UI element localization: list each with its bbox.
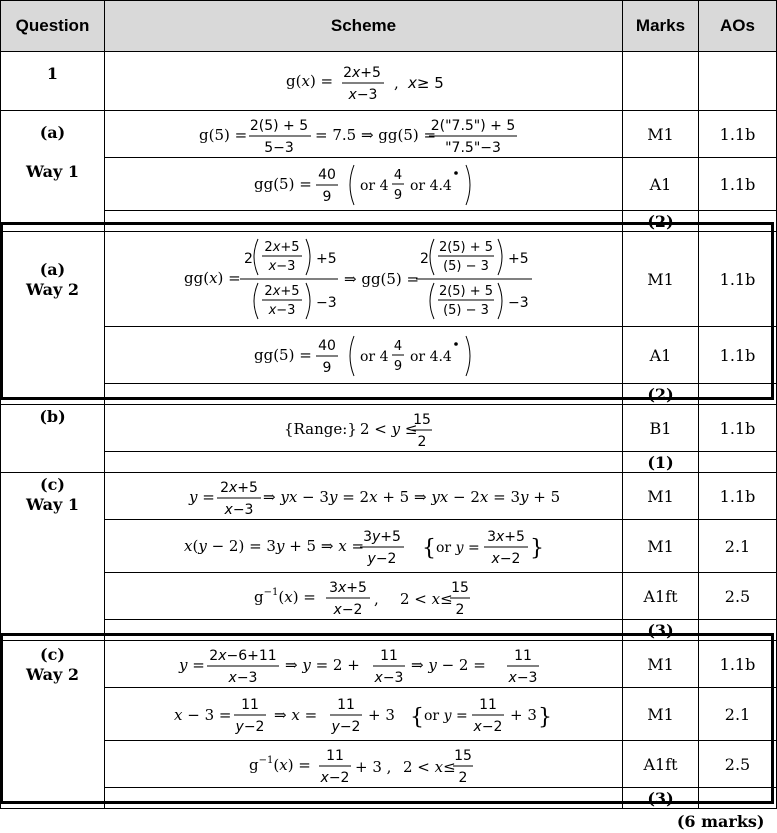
svg-text:gg(5) =: gg(5) = <box>254 175 312 193</box>
subtotal: (3) <box>623 620 699 641</box>
ao-cell: 1.1b <box>699 327 777 384</box>
ao-cell: 2.5 <box>699 741 777 788</box>
part-a-way1-label: (a) Way 1 <box>1 111 105 232</box>
svg-text:}: } <box>538 705 552 730</box>
table-row <box>1 573 777 620</box>
math-g-definition <box>244 59 484 103</box>
header-marks: Marks <box>623 1 699 52</box>
svg-text:x−2: x−2 <box>332 602 362 618</box>
table-row <box>1 327 777 384</box>
mark-cell: M1 <box>623 688 699 741</box>
scheme-b-line1 <box>105 405 623 452</box>
svg-text:9: 9 <box>322 189 331 205</box>
svg-text:2(5) + 5: 2(5) + 5 <box>249 118 307 134</box>
svg-text:2 < x≤: 2 < x≤ <box>403 758 456 776</box>
svg-text:y =: y = <box>178 656 205 674</box>
subtotal: (2) <box>623 211 699 232</box>
mark-cell: M1 <box>623 520 699 573</box>
svg-text:+ 3 ,: + 3 , <box>355 758 391 776</box>
ao-cell: 2.1 <box>699 688 777 741</box>
mark-cell: M1 <box>623 641 699 688</box>
svg-text:9: 9 <box>393 188 401 203</box>
svg-text:or 4.4: or 4.4 <box>410 178 452 194</box>
svg-text:40: 40 <box>318 338 336 354</box>
part-c-way1-label: (c) Way 1 <box>1 473 105 641</box>
svg-text:3x+5: 3x+5 <box>329 580 367 596</box>
table-row <box>1 405 777 452</box>
header-aos: AOs <box>699 1 777 52</box>
svg-text:2x+5: 2x+5 <box>220 480 258 496</box>
scheme-a1-line1 <box>105 111 623 158</box>
table-row <box>1 641 777 688</box>
svg-text:y =: y = <box>188 488 215 506</box>
mark-cell: A1 <box>623 327 699 384</box>
svg-text:y−2: y−2 <box>234 719 264 735</box>
svg-text:40: 40 <box>318 167 336 183</box>
math-c2-line1 <box>179 642 549 686</box>
svg-text:9: 9 <box>393 359 401 374</box>
part-b-label: (b) <box>1 405 105 473</box>
table-row <box>1 232 777 327</box>
math-a2-line1 <box>184 233 544 325</box>
svg-text:2 < y ≤: 2 < y ≤ <box>360 420 417 438</box>
svg-text:2: 2 <box>455 602 464 618</box>
svg-text:⇒ yx − 3y = 2x + 5 ⇒ yx − 2x =: ⇒ yx − 3y = 2x + 5 ⇒ yx − 2x = 3y + 5 <box>263 488 560 506</box>
table-row <box>1 52 777 111</box>
svg-text:,: , <box>394 74 399 92</box>
question-number: 1 <box>1 52 105 111</box>
svg-text:y−2: y−2 <box>366 551 396 567</box>
svg-text:⇒ y = 2 +: ⇒ y = 2 + <box>285 656 360 674</box>
table-row <box>1 473 777 520</box>
svg-text:g(5) =: g(5) = <box>199 126 247 144</box>
table-row <box>1 688 777 741</box>
math-c2-line2 <box>174 690 554 738</box>
mark-cell: M1 <box>623 232 699 327</box>
scheme-a1-line2 <box>105 158 623 211</box>
scheme-c1-line1 <box>105 473 623 520</box>
svg-text:x−2: x−2 <box>490 551 520 567</box>
svg-text:11: 11 <box>241 697 259 713</box>
svg-text:x − 3 =: x − 3 = <box>174 706 231 724</box>
svg-text:11: 11 <box>337 697 355 713</box>
ao-cell: 1.1b <box>699 405 777 452</box>
svg-text:2(5) + 5: 2(5) + 5 <box>438 240 492 255</box>
svg-text:2: 2 <box>458 770 467 786</box>
svg-text:x−3: x−3 <box>267 259 295 274</box>
scheme-g-definition <box>105 52 623 111</box>
math-a1-line1 <box>199 112 529 156</box>
svg-text:+5: +5 <box>508 251 529 267</box>
ao-cell: 1.1b <box>699 158 777 211</box>
math-b-line1 <box>284 406 444 450</box>
table-row <box>1 620 777 641</box>
svg-text:−3: −3 <box>316 295 337 311</box>
svg-text:11: 11 <box>514 648 532 664</box>
svg-text:3x+5: 3x+5 <box>487 529 525 545</box>
math-a1-line2 <box>254 159 474 209</box>
ao-cell: 1.1b <box>699 641 777 688</box>
table-row <box>1 211 777 232</box>
svg-text:11: 11 <box>479 697 497 713</box>
svg-text:x−2: x−2 <box>472 719 502 735</box>
ao-cell: 1.1b <box>699 232 777 327</box>
mark-cell: A1ft <box>623 573 699 620</box>
svg-text:x−3: x−3 <box>507 670 537 686</box>
svg-text:or 4: or 4 <box>360 349 389 365</box>
svg-text:}: } <box>530 536 544 561</box>
math-c1-line2 <box>184 522 544 570</box>
svg-text:+ 3: + 3 <box>510 706 537 724</box>
svg-text:⇒ gg(5) =: ⇒ gg(5) = <box>344 270 419 288</box>
svg-text:gg(5) =: gg(5) = <box>254 346 312 364</box>
svg-text:2: 2 <box>244 251 253 267</box>
svg-text:3y+5: 3y+5 <box>363 529 401 545</box>
svg-text:{: { <box>410 705 424 730</box>
mark-cell: B1 <box>623 405 699 452</box>
mark-cell: M1 <box>623 111 699 158</box>
table-row <box>1 111 777 158</box>
svg-text:+ 3: + 3 <box>368 706 395 724</box>
svg-text:g(x) =: g(x) = <box>286 72 333 90</box>
table-row <box>1 452 777 473</box>
svg-text:,: , <box>374 590 379 608</box>
svg-text:x≥ 5: x≥ 5 <box>407 74 444 92</box>
svg-text:15: 15 <box>413 412 431 428</box>
total-marks: (6 marks) <box>1 809 777 833</box>
subtotal: (2) <box>623 384 699 405</box>
scheme-c2-line2 <box>105 688 623 741</box>
svg-text:+5: +5 <box>316 251 337 267</box>
svg-text:⇒ y − 2 =: ⇒ y − 2 = <box>411 656 486 674</box>
svg-text:2: 2 <box>417 434 426 450</box>
header-row <box>1 1 777 52</box>
svg-text:x−2: x−2 <box>319 770 349 786</box>
table-row <box>1 520 777 573</box>
subtotal: (3) <box>623 788 699 809</box>
svg-text:−3: −3 <box>508 295 529 311</box>
svg-text:y−2: y−2 <box>330 719 360 735</box>
svg-text:4: 4 <box>393 168 401 183</box>
table-row <box>1 158 777 211</box>
scheme-c2-line3 <box>105 741 623 788</box>
svg-text:⇒ x =: ⇒ x = <box>274 706 317 724</box>
svg-text:x−3: x−3 <box>347 87 377 103</box>
scheme-a2-line2 <box>105 327 623 384</box>
table-row <box>1 384 777 405</box>
svg-text:11: 11 <box>380 648 398 664</box>
part-a-way2-label: (a) Way 2 <box>1 232 105 405</box>
svg-text:2x−6+11: 2x−6+11 <box>209 648 276 664</box>
subtotal: (1) <box>623 452 699 473</box>
math-c1-line3 <box>254 574 474 618</box>
svg-text:4: 4 <box>393 339 401 354</box>
svg-text:2x+5: 2x+5 <box>264 284 299 299</box>
svg-text:2x+5: 2x+5 <box>264 240 299 255</box>
svg-text:2("7.5") + 5: 2("7.5") + 5 <box>430 118 515 134</box>
scheme-a2-line1 <box>105 232 623 327</box>
svg-text:{: { <box>422 536 436 561</box>
ao-cell: 1.1b <box>699 473 777 520</box>
svg-text:x−3: x−3 <box>267 303 295 318</box>
header-question: Question <box>1 1 105 52</box>
ao-cell: 1.1b <box>699 111 777 158</box>
table-row <box>1 788 777 809</box>
svg-text:(5) − 3: (5) − 3 <box>443 303 489 318</box>
svg-text:or 4.4: or 4.4 <box>410 349 452 365</box>
scheme-c1-line2 <box>105 520 623 573</box>
ao-cell: 2.5 <box>699 573 777 620</box>
svg-text:gg(x) =: gg(x) = <box>184 269 241 287</box>
svg-text:g−1(x) =: $g^{-1}(x)$ = <box>254 587 316 606</box>
svg-text:or y =: or y = <box>436 540 480 556</box>
svg-text:or y =: or y = <box>424 708 468 724</box>
svg-text:2x+5: 2x+5 <box>343 65 381 81</box>
math-a2-line2 <box>254 330 474 380</box>
svg-text:15: 15 <box>451 580 469 596</box>
svg-text:x−3: x−3 <box>373 670 403 686</box>
svg-text:(5) − 3: (5) − 3 <box>443 259 489 274</box>
ao-cell: 2.1 <box>699 520 777 573</box>
svg-text:2(5) + 5: 2(5) + 5 <box>438 284 492 299</box>
svg-text:x(y − 2) = 3y + 5 ⇒ x =: x(y − 2) = 3y + 5 ⇒ x = <box>184 537 364 555</box>
scheme-c1-line3 <box>105 573 623 620</box>
svg-text:{Range:}: {Range:} <box>284 420 357 438</box>
mark-cell: M1 <box>623 473 699 520</box>
svg-text:x−3: x−3 <box>227 670 257 686</box>
svg-text:2 < x≤: 2 < x≤ <box>400 590 453 608</box>
mark-cell: A1 <box>623 158 699 211</box>
mark-cell: A1ft <box>623 741 699 788</box>
svg-text:5−3: 5−3 <box>264 140 294 156</box>
svg-text:9: 9 <box>322 360 331 376</box>
math-c2-line3 <box>249 742 479 786</box>
math-c1-line1 <box>189 474 539 518</box>
svg-text:11: 11 <box>326 748 344 764</box>
svg-text:x−3: x−3 <box>223 502 253 518</box>
svg-text:= 7.5 ⇒ gg(5) =: = 7.5 ⇒ gg(5) = <box>315 126 436 144</box>
header-scheme: Scheme <box>105 1 623 52</box>
svg-text:"7.5"−3: "7.5"−3 <box>445 140 501 156</box>
total-row <box>1 809 777 833</box>
svg-text:15: 15 <box>454 748 472 764</box>
svg-text:2: 2 <box>420 251 429 267</box>
part-c-way2-label: (c) Way 2 <box>1 641 105 809</box>
svg-text:g−1(x) =: $g^{-1}(x)$ = <box>249 755 311 774</box>
table-row <box>1 741 777 788</box>
scheme-c2-line1 <box>105 641 623 688</box>
svg-text:or 4: or 4 <box>360 178 389 194</box>
